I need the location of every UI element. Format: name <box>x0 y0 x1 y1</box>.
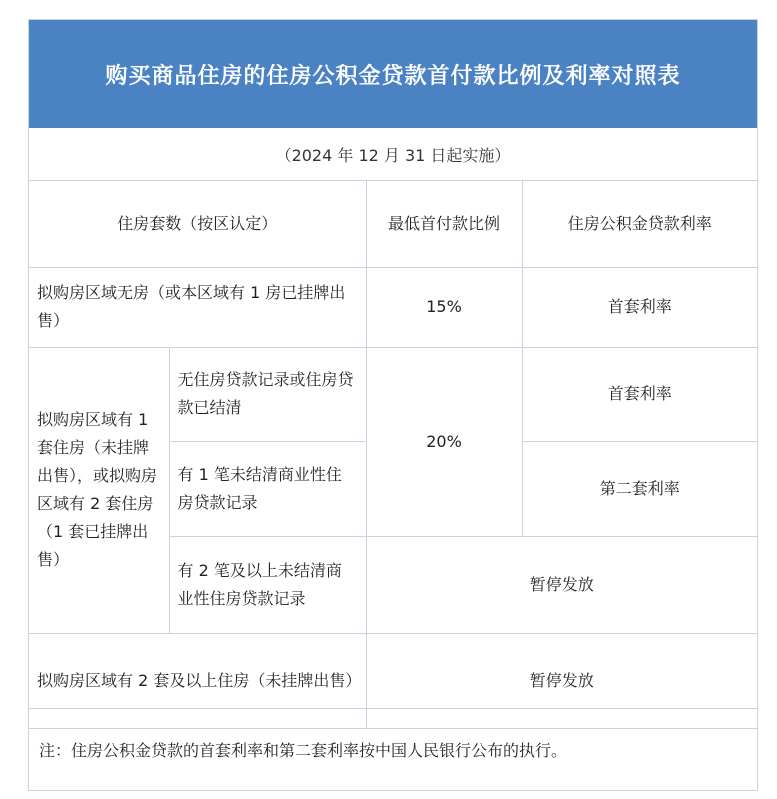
table-title: 购买商品住房的住房公积金贷款首付款比例及利率对照表 <box>29 20 757 128</box>
effective-date-subtitle: （2024 年 12 月 31 日起实施） <box>29 128 757 181</box>
rate-table <box>29 181 757 729</box>
header-loan-rate: 住房公积金贷款利率 <box>522 181 757 267</box>
row-no-house-ratio: 15% <box>366 267 522 347</box>
row-two-loans-label: 有 2 笔及以上未结清商业性住房贷款记录 <box>169 536 366 633</box>
header-row <box>29 181 757 267</box>
row-two-loans-status: 暂停发放 <box>366 536 757 633</box>
rate-table-frame <box>28 19 758 791</box>
row-one-loan-rate: 第二套利率 <box>522 441 757 536</box>
row-one-house-ratio: 20% <box>366 347 522 536</box>
header-min-down-payment: 最低首付款比例 <box>366 181 522 267</box>
row-two-plus-status: 暂停发放 <box>366 633 757 728</box>
row-one-house-group-label: 拟购房区域有 1 套住房（未挂牌出售），或拟购房区域有 2 套住房（1 套已挂牌出售） <box>29 347 169 633</box>
footnote: 注：住房公积金贷款的首套利率和第二套利率按中国人民银行公布的执行。 <box>29 708 757 790</box>
table-row <box>29 347 757 441</box>
header-housing-count: 住房套数（按区认定） <box>29 181 366 267</box>
row-one-loan-label: 有 1 笔未结清商业性住房贷款记录 <box>169 441 366 536</box>
row-no-loan-label: 无住房贷款记录或住房贷款已结清 <box>169 347 366 441</box>
row-no-house-label: 拟购房区域无房（或本区域有 1 房已挂牌出售） <box>29 267 366 347</box>
row-two-plus-label: 拟购房区域有 2 套及以上住房（未挂牌出售） <box>29 633 366 728</box>
row-no-loan-rate: 首套利率 <box>522 347 757 441</box>
table-row <box>29 267 757 347</box>
row-no-house-rate: 首套利率 <box>522 267 757 347</box>
